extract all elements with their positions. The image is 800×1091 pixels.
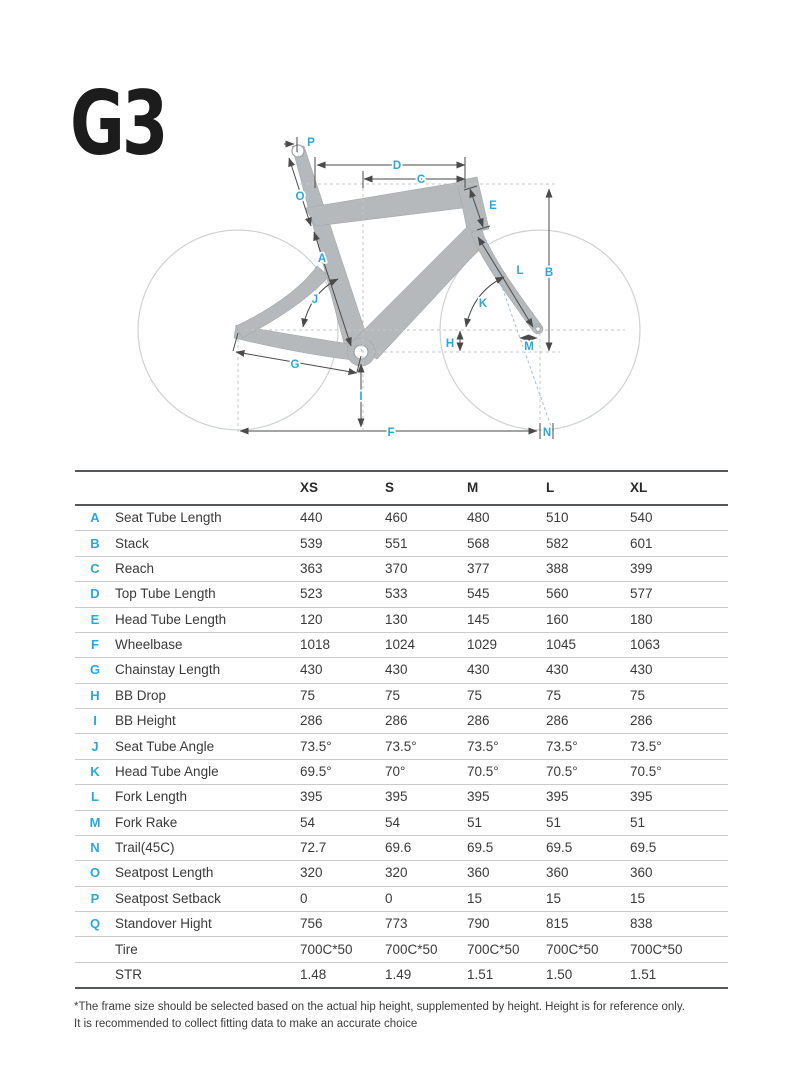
header-spacer [75, 471, 115, 505]
row-value: 700C*50 [546, 937, 630, 962]
row-value: 370 [385, 556, 467, 581]
row-value: 70° [385, 759, 467, 784]
row-value: 286 [467, 709, 546, 734]
row-value: 70.5° [467, 759, 546, 784]
row-value: 130 [385, 607, 467, 632]
row-value: 286 [385, 709, 467, 734]
row-value: 395 [630, 785, 728, 810]
table-row [75, 785, 728, 810]
geometry-table-container [75, 470, 728, 989]
row-name: Wheelbase [115, 632, 300, 657]
row-value: 773 [385, 912, 467, 937]
row-name: STR [115, 962, 300, 988]
label-f: F [387, 427, 395, 439]
table-row [75, 734, 728, 759]
row-value: 1.51 [467, 962, 546, 988]
table-row [75, 810, 728, 835]
bike-geometry-diagram [0, 0, 800, 460]
seatpost-top [292, 145, 304, 157]
row-letter [75, 962, 115, 988]
row-value: 1.48 [300, 962, 385, 988]
row-letter: Q [75, 912, 115, 937]
row-value: 0 [385, 886, 467, 911]
row-value: 72.7 [300, 835, 385, 860]
row-value: 51 [467, 810, 546, 835]
row-letter: E [75, 607, 115, 632]
size-column-header: M [467, 471, 546, 505]
row-name: BB Drop [115, 683, 300, 708]
row-letter: L [75, 785, 115, 810]
row-name: Seatpost Length [115, 861, 300, 886]
row-name: Seatpost Setback [115, 886, 300, 911]
row-name: Seat Tube Length [115, 505, 300, 531]
row-letter: C [75, 556, 115, 581]
row-value: 70.5° [630, 759, 728, 784]
row-value: 1.50 [546, 962, 630, 988]
row-value: 430 [300, 658, 385, 683]
row-value: 75 [546, 683, 630, 708]
table-row [75, 582, 728, 607]
row-value: 838 [630, 912, 728, 937]
row-value: 1024 [385, 632, 467, 657]
footnote-line-1: *The frame size should be selected based on the actual hip height, supplemented by height. Height is for reference only. [74, 1001, 685, 1013]
table-row [75, 886, 728, 911]
row-value: 815 [546, 912, 630, 937]
row-name: Fork Rake [115, 810, 300, 835]
row-value: 15 [467, 886, 546, 911]
row-value: 69.5 [546, 835, 630, 860]
row-value: 460 [385, 505, 467, 531]
row-value: 145 [467, 607, 546, 632]
row-letter: M [75, 810, 115, 835]
row-value: 75 [300, 683, 385, 708]
table-row [75, 683, 728, 708]
row-value: 582 [546, 531, 630, 556]
size-column-header: XS [300, 471, 385, 505]
row-value: 399 [630, 556, 728, 581]
table-row [75, 658, 728, 683]
row-value: 70.5° [546, 759, 630, 784]
row-value: 73.5° [546, 734, 630, 759]
row-value: 430 [630, 658, 728, 683]
row-value: 73.5° [630, 734, 728, 759]
table-row [75, 759, 728, 784]
page-title: G3 [70, 72, 166, 175]
size-column-header: L [546, 471, 630, 505]
row-value: 430 [467, 658, 546, 683]
table-row [75, 937, 728, 962]
row-value: 69.6 [385, 835, 467, 860]
label-i: I [359, 391, 363, 403]
bike-frame [234, 145, 543, 366]
row-name: Seat Tube Angle [115, 734, 300, 759]
label-j: J [311, 294, 319, 306]
row-value: 395 [546, 785, 630, 810]
table-row [75, 835, 728, 860]
row-value: 700C*50 [300, 937, 385, 962]
row-value: 69.5 [467, 835, 546, 860]
geometry-table [75, 470, 728, 989]
label-g: G [290, 359, 300, 371]
size-column-header: S [385, 471, 467, 505]
row-value: 160 [546, 607, 630, 632]
table-header-row [75, 471, 728, 505]
footnote [74, 999, 764, 1033]
header-spacer [115, 471, 300, 505]
row-name: Chainstay Length [115, 658, 300, 683]
row-letter: A [75, 505, 115, 531]
row-value: 510 [546, 505, 630, 531]
table-row [75, 607, 728, 632]
row-value: 388 [546, 556, 630, 581]
row-value: 1.49 [385, 962, 467, 988]
row-value: 539 [300, 531, 385, 556]
row-value: 1018 [300, 632, 385, 657]
row-letter: H [75, 683, 115, 708]
row-letter: N [75, 835, 115, 860]
row-value: 69.5 [630, 835, 728, 860]
row-letter: G [75, 658, 115, 683]
row-value: 54 [300, 810, 385, 835]
row-value: 523 [300, 582, 385, 607]
label-h: H [445, 338, 455, 350]
row-letter: J [75, 734, 115, 759]
row-value: 51 [546, 810, 630, 835]
row-value: 1.51 [630, 962, 728, 988]
row-value: 377 [467, 556, 546, 581]
table-row [75, 632, 728, 657]
row-name: BB Height [115, 709, 300, 734]
row-letter: F [75, 632, 115, 657]
row-value: 756 [300, 912, 385, 937]
row-value: 75 [467, 683, 546, 708]
row-value: 286 [546, 709, 630, 734]
row-name: Head Tube Angle [115, 759, 300, 784]
row-value: 286 [300, 709, 385, 734]
row-value: 360 [467, 861, 546, 886]
row-value: 430 [546, 658, 630, 683]
row-value: 551 [385, 531, 467, 556]
row-value: 700C*50 [467, 937, 546, 962]
row-value: 69.5° [300, 759, 385, 784]
row-value: 75 [385, 683, 467, 708]
row-value: 15 [546, 886, 630, 911]
label-l: L [516, 265, 524, 277]
row-name: Head Tube Length [115, 607, 300, 632]
label-a: A [317, 253, 327, 265]
row-value: 360 [546, 861, 630, 886]
row-value: 601 [630, 531, 728, 556]
row-value: 320 [385, 861, 467, 886]
row-letter: I [75, 709, 115, 734]
row-value: 75 [630, 683, 728, 708]
size-column-header: XL [630, 471, 728, 505]
row-value: 568 [467, 531, 546, 556]
row-value: 545 [467, 582, 546, 607]
table-row [75, 505, 728, 531]
row-value: 120 [300, 607, 385, 632]
row-value: 180 [630, 607, 728, 632]
row-name: Tire [115, 937, 300, 962]
label-o: O [295, 191, 305, 203]
row-value: 790 [467, 912, 546, 937]
row-name: Fork Length [115, 785, 300, 810]
row-value: 1063 [630, 632, 728, 657]
label-d: D [392, 160, 402, 172]
row-value: 440 [300, 505, 385, 531]
row-letter: O [75, 861, 115, 886]
row-value: 533 [385, 582, 467, 607]
footnote-line-2: It is recommended to collect fitting data to make an accurate choice [74, 1018, 418, 1030]
row-value: 700C*50 [630, 937, 728, 962]
row-value: 540 [630, 505, 728, 531]
row-value: 480 [467, 505, 546, 531]
table-row [75, 962, 728, 988]
row-letter: B [75, 531, 115, 556]
row-name: Trail(45C) [115, 835, 300, 860]
row-name: Standover Hight [115, 912, 300, 937]
row-value: 320 [300, 861, 385, 886]
label-m: M [524, 341, 534, 353]
front-dropout [536, 327, 541, 332]
row-value: 15 [630, 886, 728, 911]
row-value: 73.5° [467, 734, 546, 759]
row-value: 700C*50 [385, 937, 467, 962]
row-name: Reach [115, 556, 300, 581]
row-letter [75, 937, 115, 962]
row-value: 360 [630, 861, 728, 886]
label-k: K [478, 298, 488, 310]
row-value: 577 [630, 582, 728, 607]
row-name: Stack [115, 531, 300, 556]
table-row [75, 531, 728, 556]
row-value: 430 [385, 658, 467, 683]
label-p: P [307, 137, 315, 149]
row-value: 51 [630, 810, 728, 835]
row-value: 560 [546, 582, 630, 607]
row-value: 73.5° [385, 734, 467, 759]
label-c: C [416, 174, 426, 186]
row-value: 395 [467, 785, 546, 810]
row-value: 363 [300, 556, 385, 581]
row-name: Top Tube Length [115, 582, 300, 607]
row-letter: D [75, 582, 115, 607]
row-letter: K [75, 759, 115, 784]
label-b: B [544, 267, 554, 279]
table-row [75, 709, 728, 734]
row-value: 395 [385, 785, 467, 810]
row-value: 0 [300, 886, 385, 911]
row-value: 1029 [467, 632, 546, 657]
table-row [75, 556, 728, 581]
row-value: 1045 [546, 632, 630, 657]
row-value: 286 [630, 709, 728, 734]
label-n: N [542, 427, 552, 439]
row-value: 54 [385, 810, 467, 835]
label-e: E [489, 200, 497, 212]
row-letter: P [75, 886, 115, 911]
row-value: 395 [300, 785, 385, 810]
table-row [75, 861, 728, 886]
row-value: 73.5° [300, 734, 385, 759]
table-row [75, 912, 728, 937]
